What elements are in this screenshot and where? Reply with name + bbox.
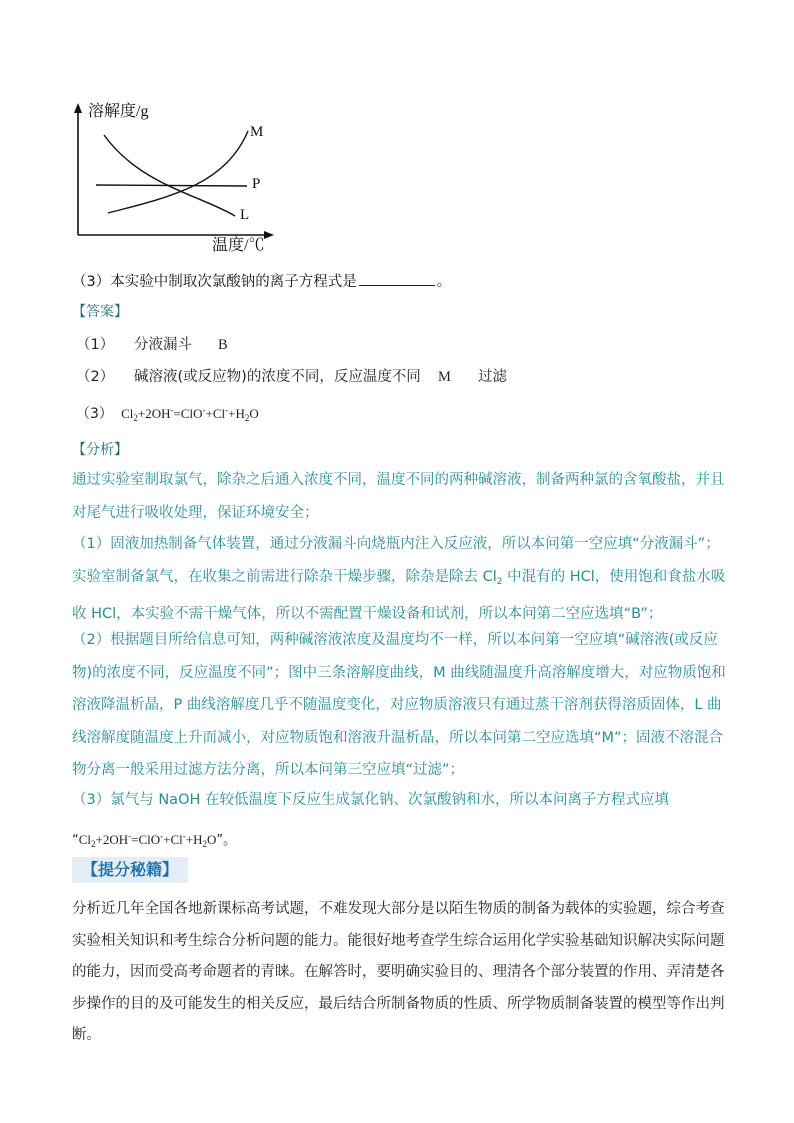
curve-l [104, 135, 235, 216]
analysis-para-3: （2）根据题目所给信息可知，两种碱溶液浓度及温度均不一样，所以本问第一空应填“碱溶液(或反应物)的浓度不同，反应温度不同”；图中三条溶解度曲线，M 曲线随温度升高溶解度增大，对应物质饱和溶液降温析晶，P 曲线溶解度几乎不随温度变化，对应物质溶液只有通过蒸干溶剂获得溶质固体，L 曲线溶解度随温度上升而减小，对应物质饱和溶液升温析晶，所以本问第二空应选填“M”；固液不溶混合物分离一般采用过滤方法分离，所以本问第三空应填“过滤”； [72, 632, 726, 779]
answer-3 [76, 400, 259, 428]
graph-x-label: 温度/℃ [212, 237, 265, 254]
analysis-header: 【分析】 [72, 442, 128, 458]
analysis-equation-text: $Cl_2+2OH^-=ClO^-+Cl^-+H_2O$ [78, 831, 217, 849]
answer-1-num: （1） [76, 337, 115, 353]
curve-m [108, 131, 248, 213]
answer-1-text: 分液漏斗 [134, 337, 192, 353]
question-3 [72, 272, 451, 292]
y-axis-arrow [74, 103, 82, 113]
tips-header: 【提分秘籍】 [72, 857, 188, 883]
curve-m-label: M [250, 124, 264, 140]
graph-y-label: 溶解度/g [88, 103, 149, 120]
answer-3-equation: $Cl_2+2OH^-=ClO^-+Cl^-+H_2O$ [121, 405, 259, 423]
analysis-para-2: （1）固液加热制备气体装置，通过分液漏斗向烧瓶内注入反应液，所以本问第一空应填“分液漏斗”；实验室制备氯气，在收集之前需进行除杂干燥步骤，除杂是除去 $Cl_2$ 中混有的 HCl，使用饱和食盐水吸收 HCl，本实验不需干燥气体，所以不需配置干燥设备和试剂，所以本问第二空应选填“B”； [72, 536, 726, 623]
curve-p-label: P [252, 176, 261, 192]
analysis-para-1: 通过实验室制取氯气，除杂之后通入浓度不同，温度不同的两种碱溶液，制备两种氯的含氧酸盐，并且对尾气进行吸收处理，保证环境安全； [72, 472, 725, 521]
answer-blank [359, 273, 435, 286]
question-3-end: 。 [436, 274, 452, 290]
x-axis-arrow [264, 231, 274, 239]
answer-1-choice: B [218, 337, 228, 353]
answer-2-num: （2） [76, 369, 115, 385]
answer-3-num: （3） [76, 406, 113, 422]
tips-paragraph: 分析近几年全国各地新课标高考试题，不难发现大部分是以陌生物质的制备为载体的实验题，综合考查实验相关知识和考生综合分析问题的能力。能很好地考查学生综合运用化学实验基础知识解决实际问题的能力，因而受高考命题者的青睐。在解答时，要明确实验目的、理清各个部分装置的作用、弄清楚各步操作的目的及可能发生的相关反应，最后结合所制备物质的性质、所学物质制备装置的模型等作出判断。 [72, 901, 725, 1043]
answer-2-method: 过滤 [478, 369, 507, 385]
answer-2-text: 碱溶液(或反应物)的浓度不同，反应温度不同 [134, 369, 421, 385]
answer-1 [76, 335, 228, 355]
curve-l-label: L [240, 207, 250, 223]
analysis-equation: “$Cl_2+2OH^-=ClO^-+Cl^-+H_2O$”。 [72, 831, 237, 849]
answer-header: 【答案】 [72, 304, 128, 320]
curve-p [96, 185, 247, 186]
answer-2 [76, 367, 576, 387]
answer-2-choice: M [438, 369, 451, 385]
analysis-para-4: （3）氯气与 NaOH 在较低温度下反应生成氯化钠、次氯酸钠和水，所以本问离子方程式应填 [72, 792, 669, 808]
question-3-text: （3）本实验中制取次氯酸钠的离子方程式是 [72, 274, 357, 290]
